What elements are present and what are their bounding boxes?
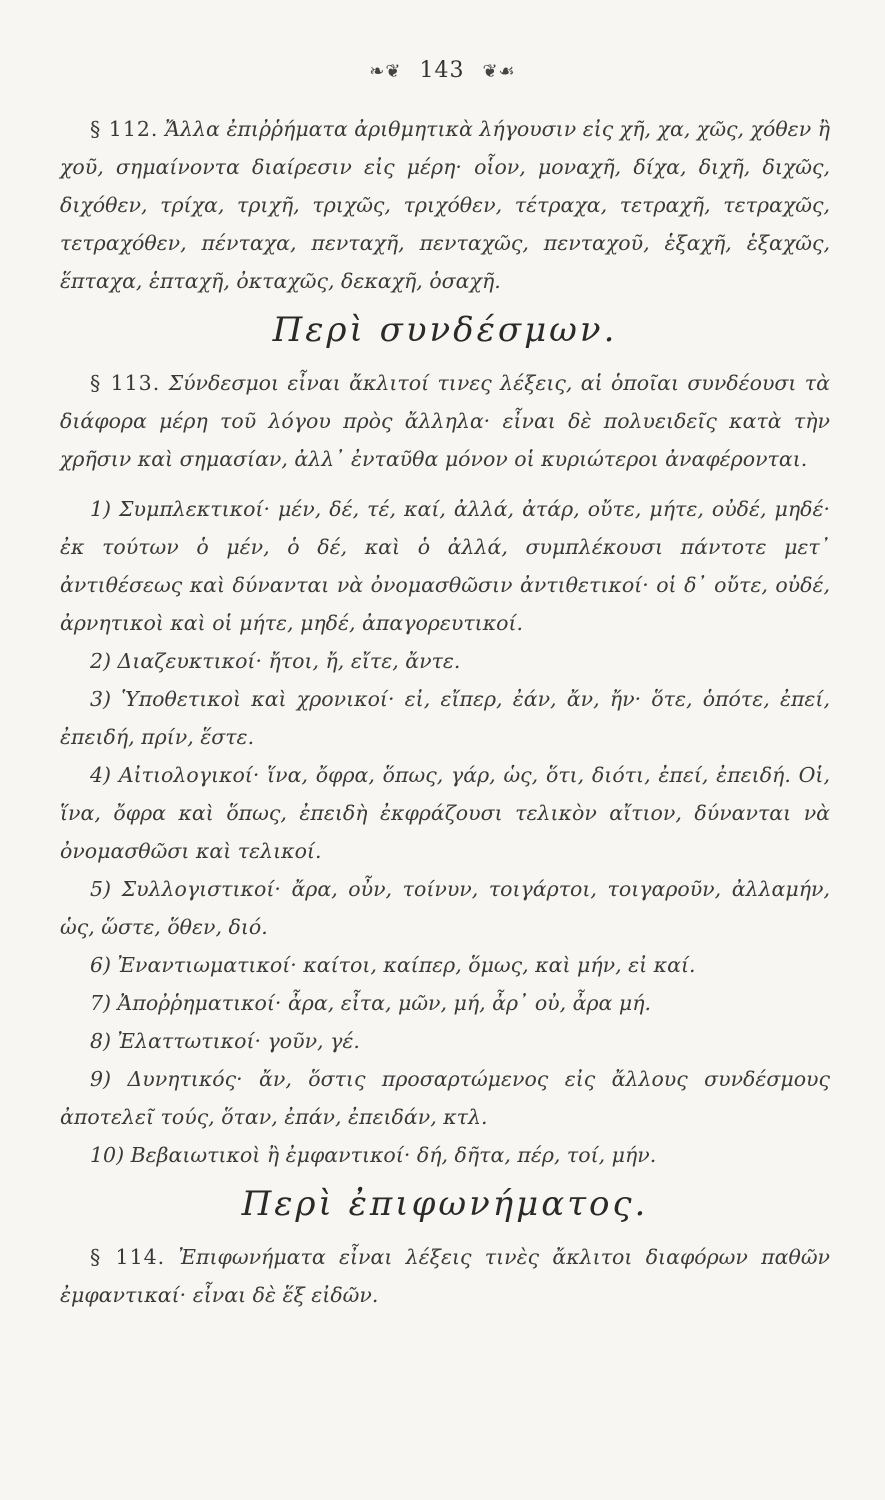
page-header [0, 58, 885, 83]
heading-interjection: Περὶ ἐπιφωνήματος. [241, 1184, 649, 1224]
page-number: 143 [419, 58, 465, 83]
section-text: Ἄλλα ἐπιῤῥήματα ἀριθμητικὰ λήγουσιν εἰς χῆ, χα, χῶς, χόθεν ἢ χοῦ, σημαίνοντα διαίρεσιν εἰς μέρη· οἷον, μοναχῆ, δίχα, διχῆ, διχῶς, διχόθεν, τρίχα, τριχῆ, τριχῶς, τριχόθεν, τέτραχα, τετραχῆ, τετραχῶς, τετραχόθεν, πένταχα, πενταχῆ, πενταχῶς, πενταχοῦ, ἑξαχῆ, ἑξαχῶς, ἕπταχα, ἑπταχῆ, ὀκταχῶς, δεκαχῆ, ὁσαχῆ. [60, 117, 830, 293]
list-item: 3) Ὑποθετικοὶ καὶ χρονικοί· εἰ, εἴπερ, ἐάν, ἄν, ἤν· ὅτε, ὁπότε, ἐπεί, ἐπειδή, πρίν, ἕστε. [60, 687, 830, 749]
list-item: 7) Ἀποῤῥηματικοί· ἆρα, εἶτα, μῶν, μή, ἆρ᾽ οὐ, ἆρα μή. [90, 991, 652, 1015]
section-112 [60, 110, 830, 300]
right-ornament-icon: ❦☙ [482, 61, 516, 82]
list-item: 8) Ἐλαττωτικοί· γοῦν, γέ. [90, 1029, 360, 1053]
left-ornament-icon: ❧❦ [369, 61, 402, 82]
section-113 [60, 364, 830, 478]
section-number: § 112. [90, 117, 159, 141]
list-item: 9) Δυνητικός· ἄν, ὅστις προσαρτώμενος εἰς ἄλλους συνδέσμους ἀποτελεῖ τούς, ὅταν, ἐπάν, ἐπειδάν, κτλ. [60, 1067, 830, 1129]
section-number: § 114. [90, 1245, 166, 1269]
section-text: Σύνδεσμοι εἶναι ἄκλιτοί τινες λέξεις, αἱ ὁποῖαι συνδέουσι τὰ διάφορα μέρη τοῦ λόγου πρὸς ἄλληλα· εἶναι δὲ πολυειδεῖς κατὰ τὴν χρῆσιν καὶ σημασίαν, ἀλλ᾽ ἐνταῦθα μόνον οἱ κυριώτεροι ἀναφέρονται. [60, 371, 830, 471]
list-item: 5) Συλλογιστικοί· ἄρα, οὖν, τοίνυν, τοιγάρτοι, τοιγαροῦν, ἀλλαμήν, ὡς, ὥστε, ὅθεν, διό. [60, 877, 830, 939]
heading-conjunctions: Περὶ συνδέσμων. [272, 310, 618, 350]
section-number: § 113. [90, 371, 161, 395]
list-item: 2) Διαζευκτικοί· ἤτοι, ἤ, εἴτε, ἄντε. [90, 649, 461, 673]
page-body [60, 110, 830, 1314]
section-text: Ἐπιφωνήματα εἶναι λέξεις τινὲς ἄκλιτοι διαφόρων παθῶν ἐμφαντικαί· εἶναι δὲ ἕξ εἰδῶν. [60, 1245, 830, 1307]
list-item: 6) Ἐναντιωματικοί· καίτοι, καίπερ, ὅμως, καὶ μήν, εἰ καί. [90, 953, 696, 977]
list-item: 10) Βεβαιωτικοὶ ἢ ἐμφαντικοί· δή, δῆτα, πέρ, τοί, μήν. [90, 1143, 657, 1167]
list-item: 4) Αἰτιολογικοί· ἵνα, ὄφρα, ὅπως, γάρ, ὡς, ὅτι, διότι, ἐπεί, ἐπειδή. Οἱ, ἵνα, ὄφρα καὶ ὅπως, ἐπειδὴ ἐκφράζουσι τελικὸν αἴτιον, δύνανται νὰ ὀνομασθῶσι καὶ τελικοί. [60, 763, 830, 863]
list-item: 1) Συμπλεκτικοί· μέν, δέ, τέ, καί, ἀλλά, ἀτάρ, οὔτε, μήτε, οὐδέ, μηδέ· ἐκ τούτων ὁ μέν, ὁ δέ, καὶ ὁ ἀλλά, συμπλέκουσι πάντοτε μετ᾽ ἀντιθέσεως καὶ δύνανται νὰ ὀνομασθῶσιν ἀντιθετικοί· οἱ δ᾽ οὔτε, οὐδέ, ἀρνητικοὶ καὶ οἱ μήτε, μηδέ, ἀπαγορευτικοί. [60, 497, 830, 635]
section-114 [60, 1238, 830, 1314]
